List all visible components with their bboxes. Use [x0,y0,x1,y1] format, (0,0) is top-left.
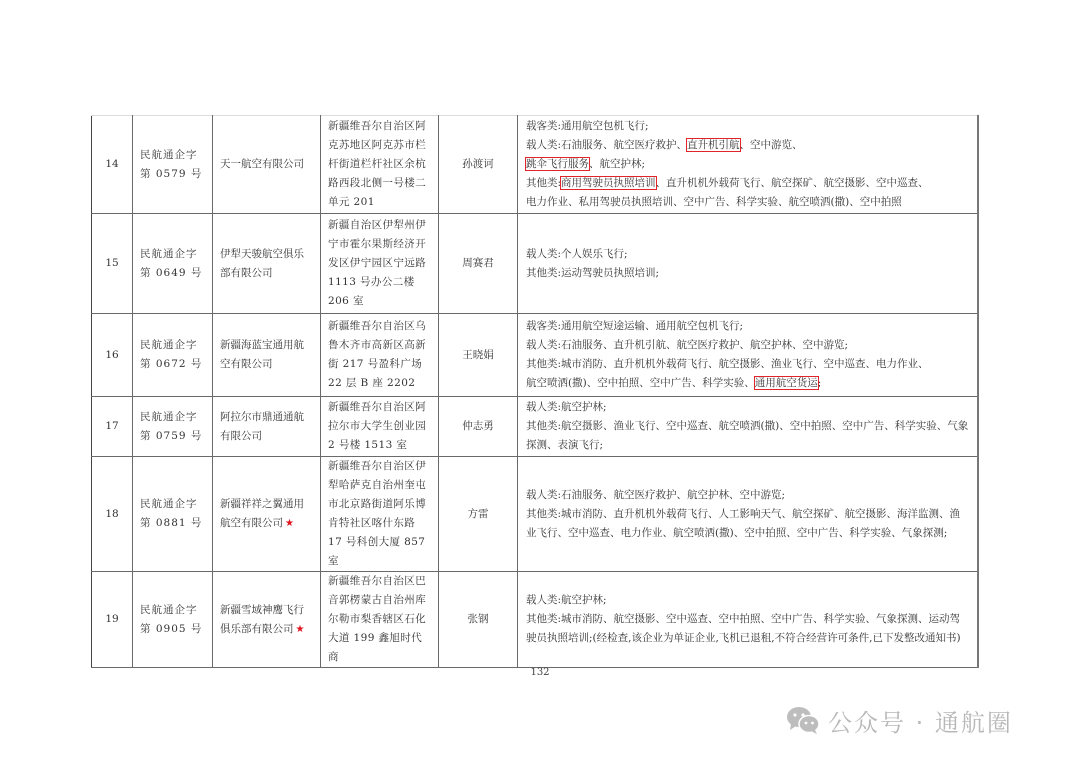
highlighted-scope-item: 通用航空货运 [754,377,818,389]
scope-line [526,610,971,648]
legal-representative: 王晓娟 [439,314,518,397]
scope-text: 其他类: [526,177,562,189]
row-number: 18 [92,457,133,572]
company-name [213,214,321,314]
scope-line [526,355,971,374]
scope-line [526,155,971,174]
scope-text: 、空中游览、 [739,139,803,151]
license-number: 民航通企字第 0881 号 [133,457,213,572]
business-scope [518,214,978,314]
company-address: 新疆维吾尔自治区阿拉尔市大学生创业园 2 号楼 1513 室 [321,397,439,457]
license-number: 民航通企字第 0672 号 [133,314,213,397]
scope-text: 载人类:石油服务、航空医疗救护、航空护林、空中游览; [526,488,786,501]
highlighted-scope-item: 直升机引航 [687,139,740,151]
scope-line [526,264,971,283]
scope-line [526,505,971,543]
scope-text: 、直升机机外载荷飞行、航空探矿、航空摄影、空中巡查、 [655,177,929,189]
business-scope [518,457,978,572]
scope-text: 载人类:航空护林; [526,401,607,413]
scope-text: 载人类:航空护林; [526,594,607,606]
company-name [213,572,321,668]
scope-text: 其他类:城市消防、直升机机外载荷飞行、人工影响天气、航空探矿、航空摄影、海洋监测、渔业飞行、空中巡查、电力作业、航空喷洒(撒)、空中拍照、空中广告、科学实验、气象探测; [526,507,961,539]
license-number: 民航通企字第 0649 号 [133,214,213,314]
table-row [92,457,978,572]
license-table [91,115,979,668]
page-number: 132 [530,667,550,678]
scope-line [526,174,971,193]
row-number: 14 [92,116,133,214]
scope-line [526,117,971,136]
table-row [92,116,978,214]
highlighted-scope-item: 跳伞飞行服务 [526,158,589,170]
scope-text: 、航空护林; [589,158,646,170]
company-name-text: 新疆雪域神鹰飞行俱乐部有限公司 [220,603,304,635]
company-name-text: 新疆海蓝宝通用航空有限公司 [220,339,304,370]
company-address: 新疆维吾尔自治区阿克苏地区阿克苏市栏杆街道栏杆社区余杭路西段北侧一号楼二单元 201 [321,116,439,214]
scope-text: 其他类:城市消防、航空摄影、空中巡查、空中拍照、空中广告、科学实验、气象探测、运动驾驶员执照培训;(经检查,该企业为单证企业,飞机已退租,不符合经营许可条件,已下发整改通知书) [526,613,961,644]
business-scope [518,116,978,214]
business-scope [518,397,978,457]
row-number: 19 [92,572,133,668]
company-name [213,397,321,457]
scope-line [526,317,971,336]
license-number: 民航通企字第 0759 号 [133,397,213,457]
highlighted-scope-item: 商用驾驶员执照培训 [561,177,656,189]
scope-line [526,398,971,417]
table-row [92,572,978,668]
scope-text: 载人类:石油服务、航空医疗救护、 [526,139,688,151]
table-row [92,397,978,457]
scope-text: 其他类:城市消防、直升机机外载荷飞行、航空摄影、渔业飞行、空中巡查、电力作业、 [526,358,929,370]
scope-text: 载人类:石油服务、直升机引航、航空医疗救护、航空护林、空中游览; [526,339,849,351]
scope-line [526,193,971,212]
row-number: 15 [92,214,133,314]
scope-text: ; [817,377,822,389]
company-name [213,314,321,397]
company-address: 新疆自治区伊犁州伊宁市霍尔果斯经济开发区伊宁园区宁远路 1113 号办公二楼 206 室 [321,214,439,314]
row-number: 17 [92,397,133,457]
scope-text: 航空喷洒(撒)、空中拍照、空中广告、科学实验、 [526,377,755,389]
company-name [213,457,321,572]
company-name-text: 天一航空有限公司 [220,158,304,170]
license-table-body [92,116,978,668]
company-name-text: 伊犁天骏航空俱乐部有限公司 [220,247,304,279]
wechat-icon [786,705,820,735]
license-number: 民航通企字第 0905 号 [133,572,213,668]
scope-line [526,591,971,610]
star-icon: ★ [295,623,305,635]
legal-representative: 方雷 [439,457,518,572]
table-row [92,314,978,397]
company-name [213,116,321,214]
license-number: 民航通企字第 0579 号 [133,116,213,214]
scope-line [526,486,971,505]
watermark [786,700,1013,740]
company-address: 新疆维吾尔自治区乌鲁木齐市高新区高新街 217 号盈科广场 22 层 B 座 2202 [321,314,439,397]
legal-representative: 张钢 [439,572,518,668]
scope-text: 载客类:通用航空短途运输、通用航空包机飞行; [526,320,744,332]
star-icon: ★ [285,518,294,529]
scope-text: 其他类:运动驾驶员执照培训; [526,266,660,279]
company-address: 新疆维吾尔自治区伊犁哈萨克自治州奎屯市北京路街道阿乐博肯特社区喀什东路 17 号科创大厦 857 室 [321,457,439,572]
scope-line [526,245,971,264]
scope-text: 载人类:个人娱乐飞行; [526,247,628,260]
business-scope [518,314,978,397]
scope-text: 载客类:通用航空包机飞行; [526,120,649,132]
table-row [92,214,978,314]
legal-representative: 周赛君 [439,214,518,314]
scope-line [526,374,971,393]
scope-text: 其他类:航空摄影、渔业飞行、空中巡查、航空喷洒(撒)、空中拍照、空中广告、科学实验、气象探测、表演飞行; [526,420,969,451]
company-address: 新疆维吾尔自治区巴音郭楞蒙古自治州库尔勒市梨香辖区石化大道 199 鑫旭时代商 [321,572,439,668]
watermark-text: 公众号 · 通航圈 [828,708,1013,737]
scope-line [526,136,971,155]
legal-representative: 孙渡诃 [439,116,518,214]
scope-line [526,336,971,355]
scope-text: 电力作业、私用驾驶员执照培训、空中广告、科学实验、航空喷洒(撒)、空中拍照 [526,196,902,208]
legal-representative: 仲志勇 [439,397,518,457]
company-name-text: 新疆祥祥之翼通用航空有限公司 [220,498,304,529]
row-number: 16 [92,314,133,397]
company-name-text: 阿拉尔市鼎通通航有限公司 [220,410,304,442]
scope-line [526,417,971,455]
business-scope [518,572,978,668]
